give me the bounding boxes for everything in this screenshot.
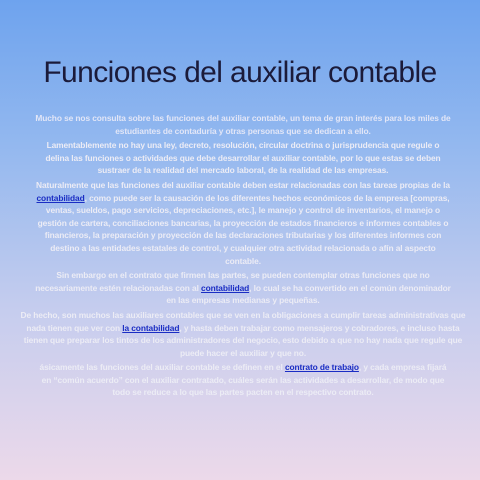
paragraph-3 xyxy=(34,179,452,267)
paragraph-6-text-after: , y cada empresa fijará en “común acuerdo” con el auxiliar contratado, cuáles serán las actividades a desarrollar, de modo que todo se reduce a lo que las partes pacten en el respectivo contrato. xyxy=(41,362,447,398)
paragraph-2-text: Lamentablemente no hay una ley, decreto, resolución, circular doctrina o jurisprudencia que regule o delina las funciones o actividades que debe desarrollar el auxiliar contable, por lo que estas se deben sustraer de la realidad del mercado laboral, de la realidad de las empresas. xyxy=(45,140,441,176)
contabilidad-link[interactable]: contabilidad xyxy=(36,192,85,203)
slide-body xyxy=(20,112,466,401)
paragraph-5-text-after: , y hasta deben trabajar como mensajeros y cobradores, e incluso hasta tienen que preparar los tintos de los administradores del negocio, esto debido a que no hay nada que regule que puede hacer el auxiliar y que no. xyxy=(23,322,463,358)
paragraph-4-text-after: , lo cual se ha convertido en el común denominador en las empresas medianas y pequeñas. xyxy=(166,282,451,306)
paragraph-4-text-before: Sin embargo en el contrato que firmen las partes, se pueden contemplar otras funciones que no necesariamente estén relacionadas con al xyxy=(35,270,430,293)
slide-title: Funciones del auxiliar contable xyxy=(43,56,437,89)
contabilidad-link-2[interactable]: contabilidad xyxy=(201,282,250,293)
paragraph-5-text-before: De hecho, son muchos las auxiliares contables que se ven en la obligaciones a cumplir tareas administrativas que nada tienen que ver con xyxy=(20,309,466,333)
paragraph-3-text-before: Naturalmente que las funciones del auxiliar contable deben estar relacionadas con las tareas propias de la xyxy=(36,179,450,190)
paragraph-3-text-after: , como puede ser la causación de los diferentes hechos económicos de la empresa [compras, ventas, sueldos, pago servicios, depreciaciones, etc.], le manejo y control de inventarios, el manejo o gestión de cartera, conciliaciones bancarias, la proyección de estados financieros e informes contables o financieros, la preparación y proyección de las declaraciones tributarias y los diferentes informes con destino a las entidades estatales de control, y cualquier otra actividad relacionada o afín al aspecto contable. xyxy=(37,192,450,266)
paragraph-2 xyxy=(34,139,452,177)
paragraph-1-text: Mucho se nos consulta sobre las funciones del auxiliar contable, un tema de gran interés para los miles de estudiantes de contaduría y otras personas que se dedican a ello. xyxy=(35,113,451,136)
contrato-de-trabajo-link[interactable]: contrato de trabajo xyxy=(284,362,359,373)
paragraph-6 xyxy=(34,361,452,399)
paragraph-1 xyxy=(34,112,452,137)
paragraph-4 xyxy=(34,269,452,307)
la-contabilidad-link[interactable]: la contabilidad xyxy=(122,322,180,333)
paragraph-6-text-before: ásicamente las funciones del auxiliar contable se definen en el xyxy=(39,362,285,373)
paragraph-5 xyxy=(20,309,466,359)
